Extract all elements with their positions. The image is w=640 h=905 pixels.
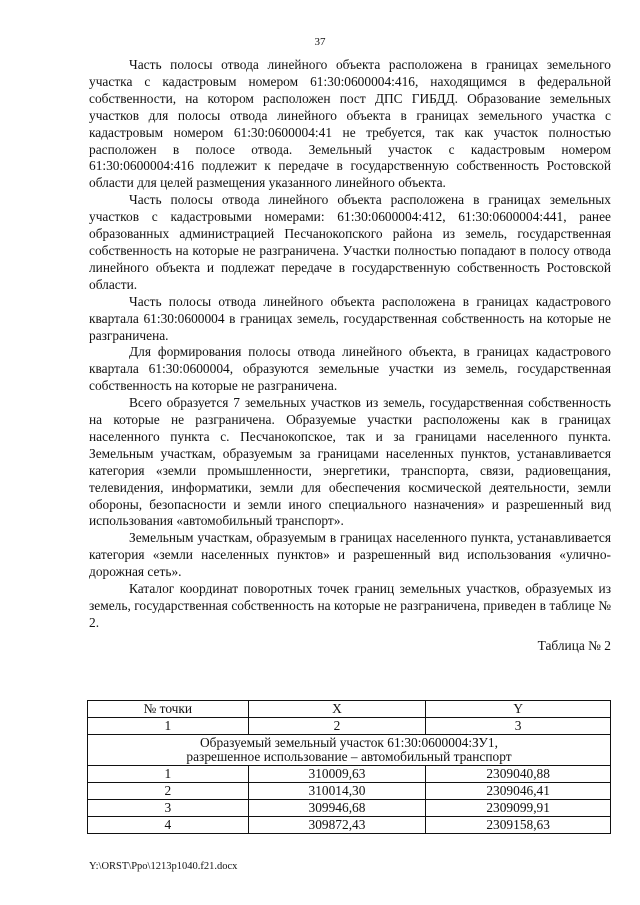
column-number-row	[88, 718, 611, 735]
section-title-line: Образуемый земельный участок 61:30:0600004:ЗУ1,	[200, 735, 498, 750]
column-number: 3	[426, 718, 611, 735]
table-header-row	[88, 701, 611, 718]
point-number-cell: 2	[88, 783, 249, 800]
x-cell: 309946,68	[248, 800, 426, 817]
table-row	[88, 766, 611, 783]
footer-file-path: Y:\ORST\Ppo\1213p1040.f21.docx	[89, 861, 238, 872]
paragraph: Каталог координат поворотных точек границ земельных участков, образуемых из земель, государственная собственность на которые не разграничена, приведен в таблице № 2.	[89, 581, 611, 630]
table-caption: Таблица № 2	[537, 637, 611, 653]
paragraph: Всего образуется 7 земельных участков из земель, государственная собственность на которые не разграничена. Образуемые участки расположены как в границах населенного пункта с. Песчанокопское, так и за границами населенного пункта. Земельным участкам, образуемым за границами населенных пунктов, устанавливается категория «земли промышленности, энергетики, транспорта, связи, радиовещания, телевидения, информатики, земли для обеспечения космической деятельности, земли обороны, безопасности и земли иного специального назначения» и разрешенный вид использования «автомобильный транспорт».	[89, 395, 611, 529]
paragraph: Часть полосы отвода линейного объекта расположена в границах земельного участка с кадастровым номером 61:30:0600004:416, находящимся в федеральной собственности, на котором расположен пост ДПС ГИБДД. Образование земельных участков для полосы отвода линейного объекта в границах земельного участка с кадастровым номером 61:30:0600004:41 не требуется, так как участок полностью расположен в полосе отвода. Земельный участок с кадастровым номером 61:30:0600004:416 подлежит к передаче в государственную собственность Ростовской области для целей размещения указанного линейного объекта.	[89, 57, 611, 191]
document-body	[89, 57, 611, 654]
header-x: X	[248, 701, 426, 718]
paragraph: Часть полосы отвода линейного объекта расположена в границах земельных участков с кадастровыми номерами: 61:30:0600004:412, 61:30:0600004:441, ранее образованных администрацией Песчанокопского района из земель, государственная собственность на которые не разграничена. Участки полностью попадают в полосу отвода линейного объекта и подлежат передаче в государственную собственность Ростовской области.	[89, 192, 611, 292]
point-number-cell: 4	[88, 817, 249, 834]
header-y: Y	[426, 701, 611, 718]
x-cell: 310014,30	[248, 783, 426, 800]
y-cell: 2309158,63	[426, 817, 611, 834]
paragraph: Часть полосы отвода линейного объекта расположена в границах кадастрового квартала 61:30:0600004 в границах земель, государственная собственность на которые не разграничена.	[89, 293, 611, 343]
column-number: 1	[88, 718, 249, 735]
table-row	[88, 783, 611, 800]
section-title-row	[88, 735, 611, 766]
x-cell: 309872,43	[248, 817, 426, 834]
y-cell: 2309040,88	[426, 766, 611, 783]
section-title-cell	[88, 735, 611, 766]
coordinates-table	[87, 700, 611, 834]
y-cell: 2309099,91	[426, 800, 611, 817]
y-cell: 2309046,41	[426, 783, 611, 800]
table-row	[88, 800, 611, 817]
table-row	[88, 817, 611, 834]
point-number-cell: 1	[88, 766, 249, 783]
page-number: 37	[314, 36, 326, 48]
header-point-number: № точки	[88, 701, 249, 718]
section-title-line: разрешенное использование – автомобильный транспорт	[186, 749, 512, 764]
paragraph: Для формирования полосы отвода линейного объекта, в границах кадастрового квартала 61:30:0600004, образуются земельные участки из земель, государственная собственность на которые не разграничена.	[89, 344, 611, 394]
point-number-cell: 3	[88, 800, 249, 817]
x-cell: 310009,63	[248, 766, 426, 783]
paragraph: Земельным участкам, образуемым в границах населенного пункта, устанавливается категория «земли населенных пунктов» и разрешенный вид использования «улично-дорожная сеть».	[89, 530, 611, 580]
column-number: 2	[248, 718, 426, 735]
